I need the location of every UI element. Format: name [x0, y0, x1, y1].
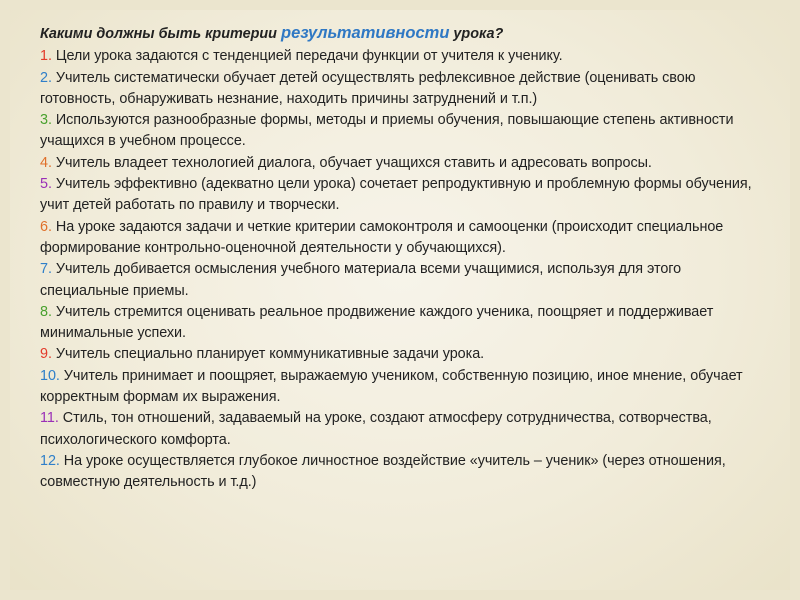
criteria-item	[40, 451, 765, 494]
criteria-item	[40, 174, 765, 217]
criteria-item	[40, 344, 765, 365]
heading-accent-word: результативности	[280, 24, 450, 42]
slide-content	[40, 23, 765, 494]
item-text: Учитель добивается осмысления учебного материала всеми учащимися, используя для этого специальные приемы.	[40, 261, 682, 299]
item-number: 6.	[40, 218, 52, 235]
item-text: Учитель эффективно (адекватно цели урока) сочетает репродуктивную и проблемную формы обучения, учит детей работать по правилу и творчески.	[40, 176, 752, 214]
criteria-item	[40, 46, 765, 67]
criteria-item	[40, 68, 765, 111]
item-number: 7.	[40, 261, 52, 278]
heading-text-end: урока?	[449, 26, 504, 42]
item-number: 3.	[40, 112, 52, 129]
item-text: Учитель стремится оценивать реальное продвижение каждого ученика, поощряет и поддерживает минимальные успехи.	[40, 303, 714, 342]
criteria-item	[40, 217, 765, 260]
heading-text-start: Какими должны быть критерии	[40, 26, 281, 42]
item-text: Цели урока задаются с тенденцией передачи функции от учителя к ученику.	[51, 48, 563, 65]
item-number: 10.	[40, 367, 60, 384]
criteria-item	[40, 110, 765, 153]
item-text: На уроке задаются задачи и четкие критерии самоконтроля и самооценки (происходит специальное формирование контрольно-оценочной деятельности у обучающихся).	[40, 218, 724, 256]
item-number: 12.	[40, 452, 60, 469]
item-number: 2.	[40, 69, 52, 86]
item-number: 4.	[40, 154, 52, 171]
criteria-item	[40, 408, 765, 451]
item-text: Учитель систематически обучает детей осуществлять рефлексивное действие (оценивать свою готовность, обнаруживать незнание, находить причины затруднений и т.п.)	[40, 69, 696, 107]
item-number: 5.	[40, 176, 52, 193]
item-number: 11.	[40, 410, 59, 427]
criteria-item	[40, 366, 765, 409]
item-text: Используются разнообразные формы, методы и приемы обучения, повышающие степень активности учащихся в учебном процессе.	[40, 112, 734, 150]
item-number: 8.	[40, 303, 52, 320]
criteria-item	[40, 259, 765, 302]
item-text: Стиль, тон отношений, задаваемый на уроке, создают атмосферу сотрудничества, сотворчества, психологического комфорта.	[40, 410, 712, 448]
criteria-list	[40, 46, 765, 493]
criteria-item	[40, 302, 765, 345]
slide-heading	[40, 23, 765, 45]
item-text: Учитель принимает и поощряет, выражаемую учеником, собственную позицию, иное мнение, обучает корректным формам их выражения.	[40, 367, 743, 406]
criteria-item	[40, 153, 765, 174]
item-text: Учитель владеет технологией диалога, обучает учащихся ставить и адресовать вопросы.	[51, 154, 652, 171]
item-text: На уроке осуществляется глубокое личностное воздействие «учитель – ученик» (через отношения, совместную деятельность и т.д.)	[40, 452, 726, 491]
item-number: 9.	[40, 346, 52, 363]
item-text: Учитель специально планирует коммуникативные задачи урока.	[51, 346, 485, 363]
item-number: 1.	[40, 48, 52, 65]
